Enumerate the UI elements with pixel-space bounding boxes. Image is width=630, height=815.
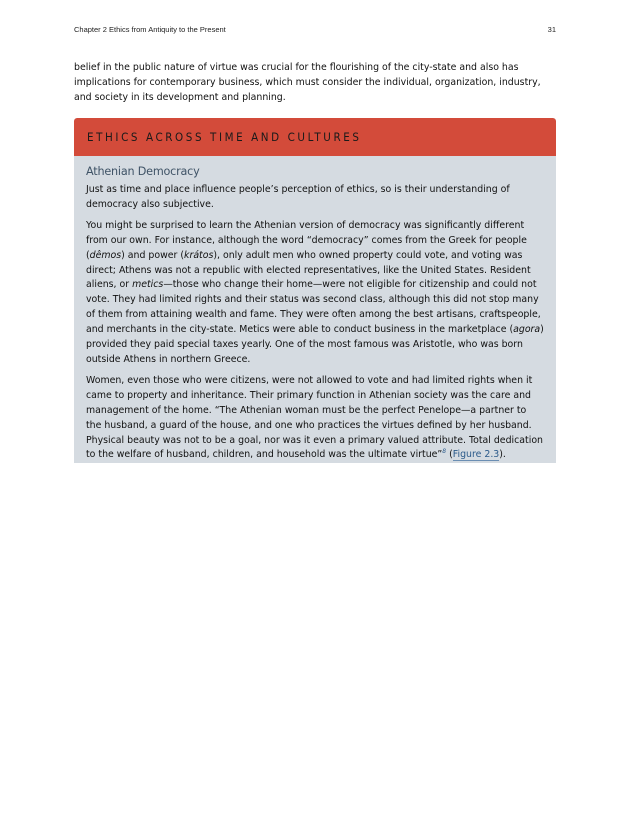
feature-body bbox=[74, 156, 556, 463]
feature-title: Athenian Democracy bbox=[86, 165, 200, 178]
p2-text-c: ), only adult men who owned property could vote, and voting was direct; Athens was not a republic with elected representatives, like the United States. Resident aliens, or bbox=[86, 249, 531, 291]
page-number: 31 bbox=[547, 25, 556, 34]
intro-paragraph: belief in the public nature of virtue was crucial for the flourishing of the city-state and also has implications for contemporary business, which must consider the individual, organization, industry, and society in its development and planning. bbox=[74, 62, 541, 104]
running-header bbox=[74, 25, 556, 37]
chapter-title: Chapter 2 Ethics from Antiquity to the Present bbox=[74, 25, 226, 34]
p2-text-b: ) and power ( bbox=[121, 249, 185, 261]
p3-close: ). bbox=[499, 449, 506, 461]
feature-box bbox=[74, 118, 556, 463]
feature-paragraph-1: Just as time and place influence people’s perception of ethics, so is their understanding of democracy also subjective. bbox=[86, 184, 510, 210]
term-metics: metics bbox=[132, 279, 164, 291]
p2-text-e: ) provided they paid special taxes yearly. One of the most famous was Aristotle, who was born outside Athens in northern Greece. bbox=[86, 324, 544, 365]
feature-paragraph-3 bbox=[86, 374, 544, 463]
term-kratos: krátos bbox=[184, 249, 214, 261]
feature-paragraph-2 bbox=[86, 219, 544, 368]
p2-text-d: —those who change their home—were not eligible for citizenship and could not vote. They had limited rights and their status was second class, although this did not stop many of them from attaining wealth and fame. They were often among the best artisans, craftspeople, and merchants in the city-state. Metics were able to conduct business in the marketplace ( bbox=[86, 279, 541, 336]
p3-text: Women, even those who were citizens, were not allowed to vote and had limited rights when it came to property and inheritance. Their primary function in Athenian society was the care and management of the home. “The Athenian woman must be the perfect Penelope—a partner to the husband, a guard of the house, and one who practices the virtues defined by her husband. Physical beauty was not to be a goal, nor was it even a primary valued attribute. Total dedication to the welfare of husband, children, and household was the ultimate virtue” bbox=[86, 374, 543, 461]
feature-banner: ETHICS ACROSS TIME AND CULTURES bbox=[74, 118, 556, 156]
p3-open-paren: ( bbox=[446, 449, 453, 461]
figure-link[interactable]: Figure 2.3 bbox=[452, 449, 500, 461]
p2-text-a: You might be surprised to learn the Athenian version of democracy was significantly different from our own. For instance, although the word “democracy” comes from the Greek for people ( bbox=[86, 219, 527, 261]
footnote-ref[interactable]: 8 bbox=[442, 448, 447, 456]
term-agora: agora bbox=[513, 324, 541, 336]
term-demos: dêmos bbox=[89, 249, 122, 261]
